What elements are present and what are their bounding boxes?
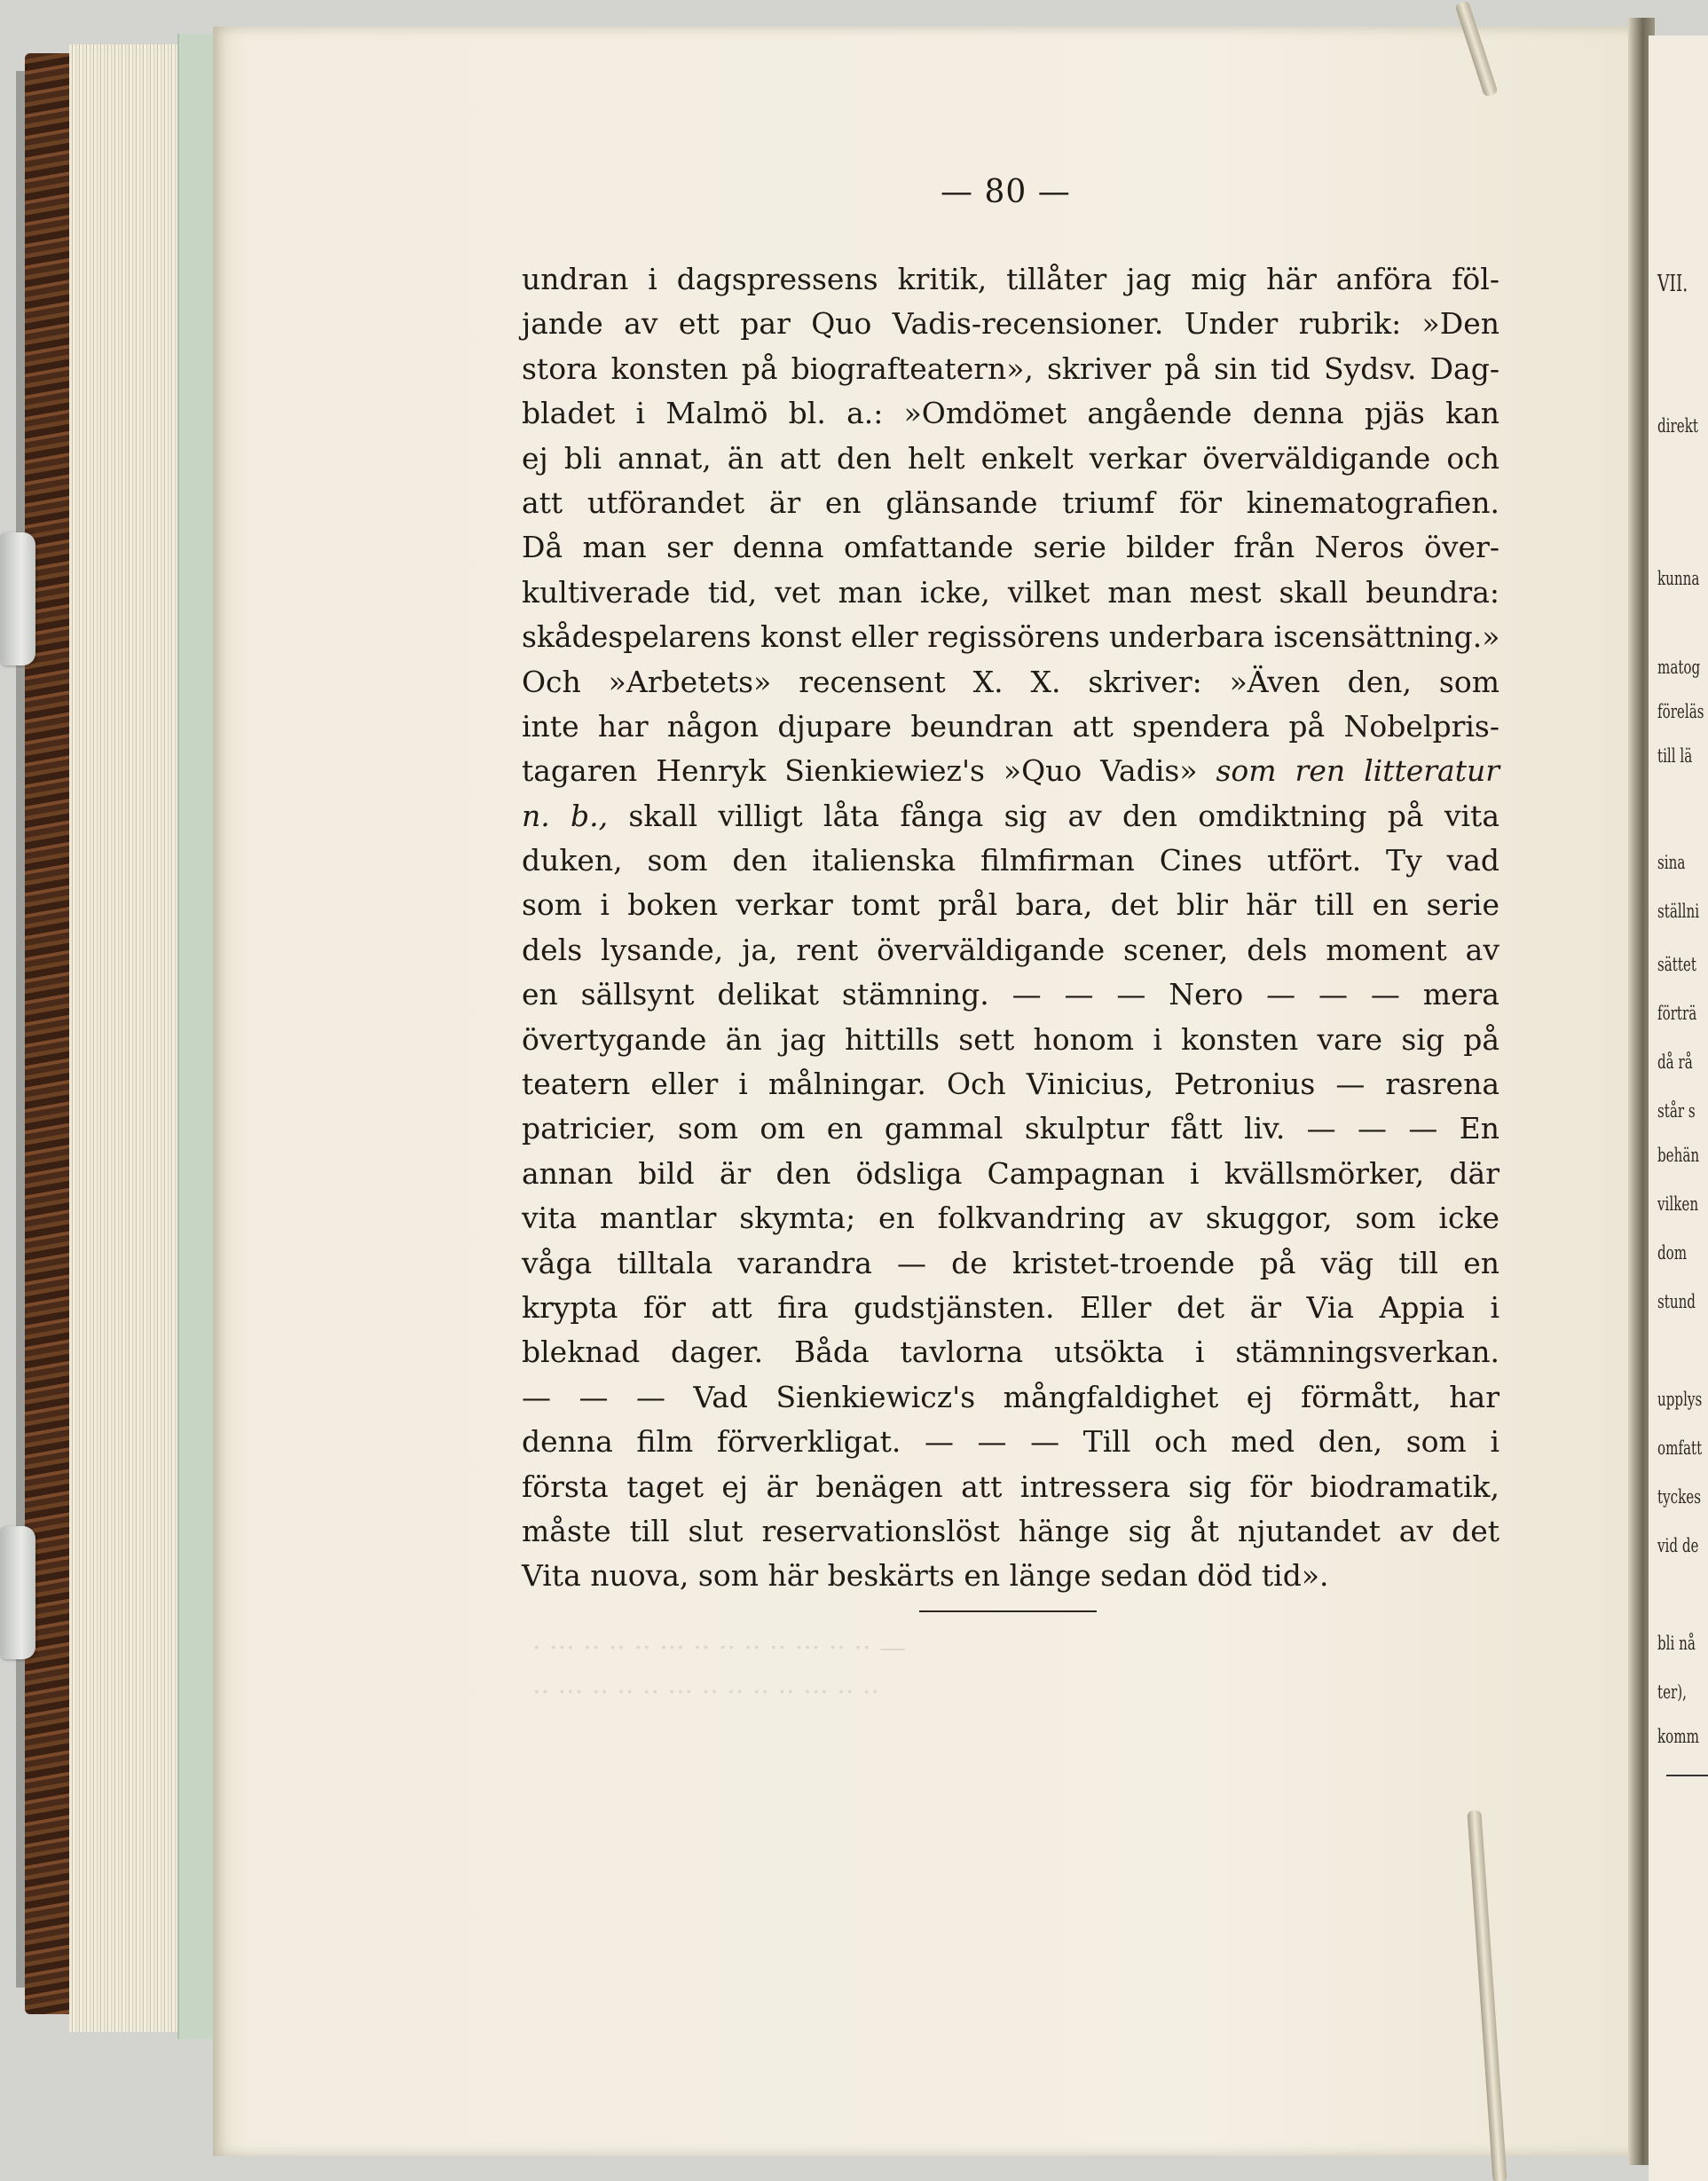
text-line: vita mantlar skymta; en folkvandring av skuggor, som icke — [522, 1201, 1499, 1236]
text-line: skådespelarens konst eller regissörens underbara iscensättning.» — [522, 619, 1500, 655]
text-line-part: skall villigt låta fånga sig av den omdiktning på vita — [628, 798, 1499, 833]
text-line: ej bli annat, än att den helt enkelt verkar överväldigande och — [522, 440, 1499, 476]
text-line — [522, 794, 1499, 839]
facing-page-word: då rå — [1657, 1051, 1693, 1073]
italic-phrase: som ren litteratur — [1216, 753, 1499, 789]
text-line: teatern eller i målningar. Och Vinicius, Petronius — rasrena — [522, 1067, 1499, 1102]
binding-clip — [0, 532, 35, 665]
text-line: duken, som den italienska filmfirman Cines utfört. Ty vad — [522, 843, 1499, 878]
text-line: att utförandet är en glänsande triumf för kinematografien. — [522, 484, 1499, 520]
text-line: annan bild är den ödsliga Campagnan i kvällsmörker, där — [522, 1155, 1499, 1191]
page-edge-tinted — [177, 34, 215, 2039]
facing-page-word: tyckes — [1657, 1486, 1701, 1508]
text-line: bladet i Malmö bl. a.: »Omdömet angående denna pjäs kan — [522, 396, 1499, 431]
text-line: kultiverade tid, vet man icke, vilket man mest skall beundra: — [522, 574, 1499, 610]
text-line: som i boken verkar tomt prål bara, det blir här till en serie — [522, 887, 1499, 923]
text-line: dels lysande, ja, rent överväldigande scener, dels moment av — [522, 932, 1499, 967]
page-number: — 80 — — [941, 174, 1071, 210]
text-line — [522, 749, 1499, 793]
facing-page-word: matog — [1657, 657, 1701, 678]
show-through-text: ·· ·· ··· ·· ·· ·· ·· ··· ·· ·· ·· ··· ·· — [532, 1677, 879, 1708]
facing-page-heading: VII. — [1657, 271, 1688, 297]
facing-page-word: ställni — [1657, 901, 1700, 922]
facing-page-word: vid de — [1657, 1535, 1699, 1556]
text-line: patricier, som om en gammal skulptur fått liv. — — — En — [522, 1111, 1499, 1146]
facing-page-word: stund — [1657, 1291, 1696, 1312]
text-line: stora konsten på biografteatern», skriver på sin tid Sydsv. Dag- — [522, 350, 1499, 386]
section-end-rule — [919, 1610, 1097, 1612]
facing-page-word: föreläs — [1657, 701, 1704, 722]
facing-page-word: ter), — [1657, 1681, 1687, 1703]
text-line-part: tagaren Henryk Sienkiewiez's »Quo Vadis» — [522, 753, 1198, 789]
facing-page-word: står s — [1657, 1100, 1696, 1122]
facing-page-word: dom — [1657, 1242, 1688, 1264]
facing-page-word: komm — [1657, 1726, 1699, 1747]
text-line: bleknad dager. Båda tavlorna utsökta i stämningsverkan. — [522, 1335, 1499, 1370]
facing-page-word: behän — [1657, 1145, 1700, 1166]
facing-page-word: vilken — [1657, 1193, 1699, 1215]
facing-page-word: till lä — [1657, 745, 1693, 767]
body-text — [522, 257, 1499, 1599]
facing-page-rule — [1666, 1775, 1708, 1776]
text-line: Då man ser denna omfattande serie bilder från Neros över- — [522, 530, 1499, 565]
show-through-text: — ·· ·· ··· ·· ·· ·· ·· ··· ·· ·· ·· ··· · — [532, 1633, 906, 1664]
book-spine — [25, 53, 71, 2014]
facing-page-word: direkt — [1657, 415, 1698, 437]
text-line: Vita nuova, som här beskärts en länge sedan död tid». — [522, 1558, 1329, 1594]
text-line: — — — Vad Sienkiewicz's mångfaldighet ej förmått, har — [522, 1379, 1499, 1414]
facing-page-word: sina — [1657, 852, 1686, 873]
facing-page-word: förträ — [1657, 1003, 1697, 1024]
text-line: övertygande än jag hittills sett honom i konsten vare sig på — [522, 1021, 1499, 1057]
facing-page-word: upplys — [1657, 1389, 1703, 1410]
text-line: första taget ej är benägen att intressera sig för biodramatik, — [522, 1468, 1499, 1504]
facing-page-word: sättet — [1657, 954, 1696, 975]
text-line: krypta för att fira gudstjänsten. Eller det är Via Appia i — [522, 1289, 1499, 1325]
facing-page-word: omfatt — [1657, 1437, 1703, 1459]
text-line: en sällsynt delikat stämning. — — — Nero — — — mera — [522, 977, 1499, 1012]
text-line: Och »Arbetets» recensent X. X. skriver: »Även den, som — [522, 664, 1499, 699]
text-line: inte har någon djupare beundran att spendera på Nobelpris- — [522, 708, 1499, 744]
binding-clip — [0, 1526, 35, 1659]
text-line: undran i dagspressens kritik, tillåter jag mig här anföra föl- — [522, 262, 1499, 296]
italic-abbrev: n. b., — [522, 798, 609, 833]
text-line: denna film förverkligat. — — — Till och med den, som i — [522, 1424, 1499, 1460]
text-line: jande av ett par Quo Vadis-recensioner. Under rubrik: »Den — [522, 306, 1499, 342]
text-line: måste till slut reservationslöst hänge sig åt njutandet av det — [522, 1513, 1499, 1548]
text-line: våga tilltala varandra — de kristet-troende på väg till en — [522, 1245, 1499, 1280]
facing-page-word: kunna — [1657, 568, 1700, 589]
facing-page-word: bli nå — [1657, 1633, 1696, 1654]
